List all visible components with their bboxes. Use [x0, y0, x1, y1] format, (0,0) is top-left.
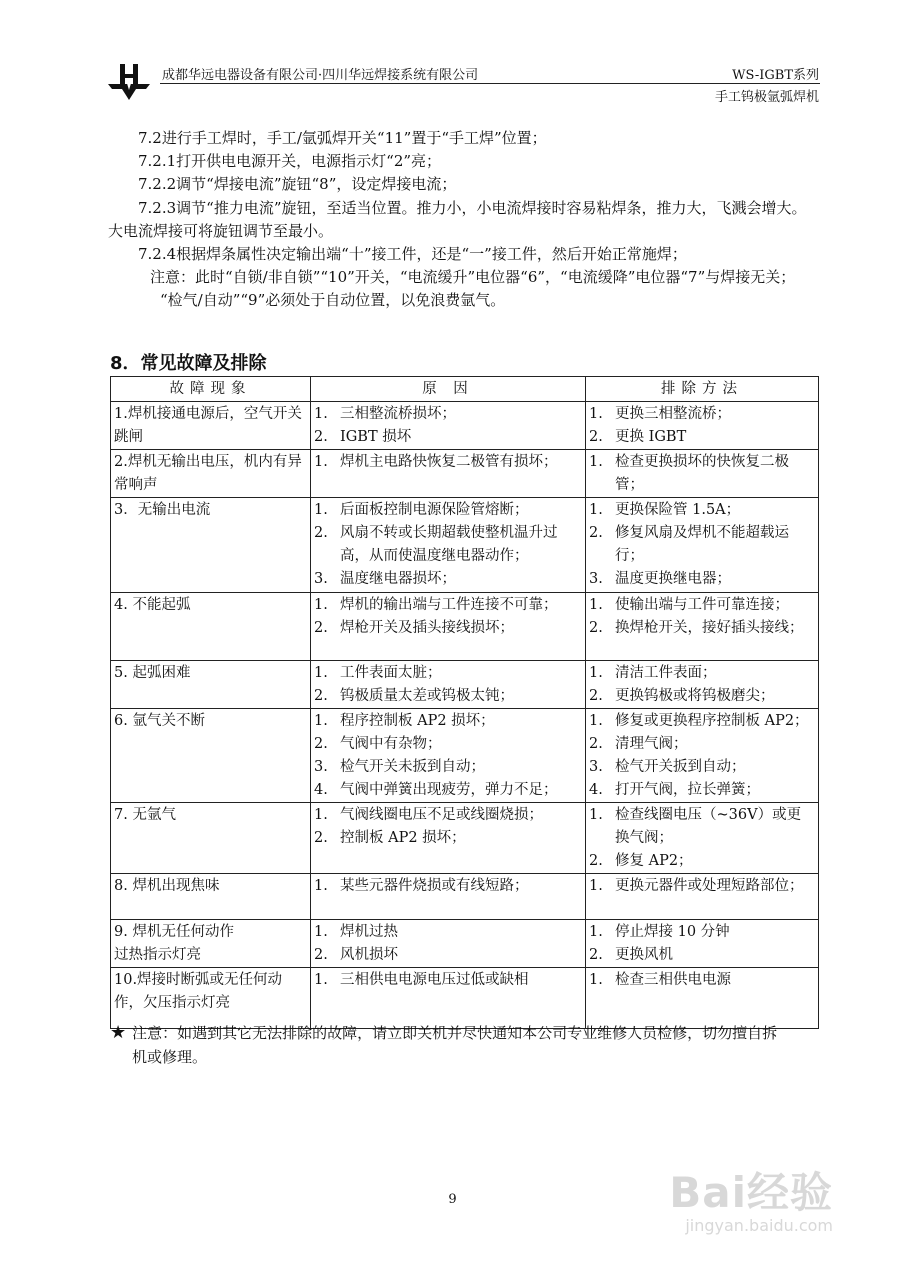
section-title: 8．常见故障及排除 — [110, 353, 267, 374]
cause-cell — [311, 661, 586, 709]
list-item: 1. 焊机的输出端与工件连接不可靠； — [314, 597, 558, 613]
symptom-cell: 7. 无氩气 — [111, 803, 311, 874]
cause-cell — [311, 803, 586, 874]
list-item: 1. 后面板控制电源保险管熔断； — [314, 502, 529, 518]
list-item: 3. 温度更换继电器； — [589, 571, 731, 587]
fix-cell — [586, 874, 819, 920]
list-item: 1. 使输出端与工件可靠连接； — [589, 597, 789, 613]
cause-cell — [311, 450, 586, 498]
list-item: 1. 清洁工件表面； — [589, 665, 717, 681]
header-series: WS-IGBT系列 — [732, 68, 819, 83]
cause-cell — [311, 402, 586, 450]
symptom-cell: 9. 焊机无任何动作 过热指示灯亮 — [111, 920, 311, 968]
troubleshooting-table — [110, 376, 819, 1029]
paragraph: “检气/自动”“9”必须处于自动位置，以免浪费氩气。 — [160, 291, 506, 310]
list-item: 2. 钨极质量太差或钨极太钝； — [314, 688, 514, 704]
fix-cell — [586, 450, 819, 498]
fix-cell — [586, 968, 819, 1029]
list-item: 1. 更换三相整流桥； — [589, 406, 731, 422]
symptom-cell: 10.焊接时断弧或无任何动作，欠压指示灯亮 — [111, 968, 311, 1029]
symptom-cell: 5. 起弧困难 — [111, 661, 311, 709]
column-header: 原 因 — [311, 377, 586, 402]
list-item: 2. 控制板 AP2 损坏； — [314, 830, 466, 846]
fix-cell — [586, 661, 819, 709]
list-item: 2. 气阀中有杂物； — [314, 736, 442, 752]
paragraph: 7.2.2调节“焊接电流”旋钮“8”，设定焊接电流； — [138, 175, 457, 194]
list-item: 1. 工件表面太脏； — [314, 665, 442, 681]
watermark: Bai经验 jingyan.baidu.com — [669, 1168, 833, 1235]
table-row — [111, 661, 819, 709]
list-item: 2. 修复风扇及焊机不能超载运行； — [589, 525, 789, 564]
list-item: 2. 清理气阀； — [589, 736, 688, 752]
paragraph: 7.2.1打开供电电源开关，电源指示灯“2”亮； — [138, 152, 442, 171]
list-item: 2. 更换钨极或将钨极磨尖； — [589, 688, 775, 704]
list-item: 4. 气阀中弹簧出现疲劳，弹力不足； — [314, 782, 558, 798]
cause-cell — [311, 593, 586, 661]
paragraph: 注意：此时“自锁/非自锁”“10”开关，“电流缓升”电位器“6”，“电流缓降”电位器“7”与焊接无关； — [150, 268, 796, 287]
table-row — [111, 920, 819, 968]
fix-cell — [586, 920, 819, 968]
table-row — [111, 709, 819, 803]
paragraph: 7.2进行手工焊时，手工/氩弧焊开关“11”置于“手工焊”位置； — [138, 129, 547, 147]
table-row — [111, 450, 819, 498]
list-item: 1. 修复或更换程序控制板 AP2； — [589, 713, 809, 729]
fix-cell — [586, 709, 819, 803]
cause-cell — [311, 920, 586, 968]
header-company: 成都华远电器设备有限公司·四川华远焊接系统有限公司 — [162, 68, 479, 83]
list-item: 2. 更换 IGBT — [589, 429, 687, 445]
list-item: 3. 温度继电器损坏； — [314, 571, 456, 587]
table-row — [111, 968, 819, 1029]
warning-note: ★ 注意：如遇到其它无法排除的故障，请立即关机并尽快通知本公司专业维修人员检修，切勿擅自拆 机或修理。 — [110, 1022, 778, 1066]
list-item: 1. 检查线圈电压（~36V）或更换气阀； — [589, 807, 802, 846]
table-row — [111, 593, 819, 661]
list-item: 2. 更换风机 — [589, 947, 673, 963]
symptom-cell: 8. 焊机出现焦味 — [111, 874, 311, 920]
fix-cell — [586, 402, 819, 450]
star-icon: ★ — [110, 1022, 127, 1043]
list-item: 1. 更换保险管 1.5A； — [589, 502, 741, 518]
symptom-cell: 4. 不能起弧 — [111, 593, 311, 661]
table-row — [111, 874, 819, 920]
list-item: 3. 检气开关扳到自动； — [589, 759, 746, 775]
fix-cell — [586, 593, 819, 661]
list-item: 1. 焊机主电路快恢复二极管有损坏； — [314, 454, 558, 470]
list-item: 2. IGBT 损坏 — [314, 429, 412, 445]
list-item: 1. 检查更换损坏的快恢复二极管； — [589, 454, 789, 493]
cause-cell — [311, 968, 586, 1029]
list-item: 2. 风机损坏 — [314, 947, 398, 963]
list-item: 1. 程序控制板 AP2 损坏； — [314, 713, 495, 729]
page-number: 9 — [448, 1192, 457, 1207]
list-item: 1. 三相供电电源电压过低或缺相 — [314, 972, 529, 988]
table-row — [111, 498, 819, 593]
list-item: 4. 打开气阀，拉长弹簧； — [589, 782, 760, 798]
list-item: 1. 更换元器件或处理短路部位； — [589, 878, 804, 894]
paragraph: 7.2.4根据焊条属性决定输出端“十”接工件，还是“一”接工件，然后开始正常施焊； — [138, 245, 687, 264]
list-item: 1. 三相整流桥损坏； — [314, 406, 456, 422]
symptom-cell: 1.焊机接通电源后，空气开关跳闸 — [111, 402, 311, 450]
cause-cell — [311, 498, 586, 593]
paragraph: 7.2.3调节“推力电流”旋钮，至适当位置。推力小，小电流焊接时容易粘焊条，推力大，飞溅会增大。大电流焊接可将旋钮调节至最小。 — [108, 198, 807, 240]
symptom-cell: 6. 氩气关不断 — [111, 709, 311, 803]
cause-cell — [311, 709, 586, 803]
header-product: 手工钨极氩弧焊机 — [714, 90, 819, 105]
header-divider — [160, 83, 820, 84]
list-item: 1. 停止焊接 10 分钟 — [589, 924, 730, 940]
company-logo — [106, 62, 152, 102]
symptom-cell: 3．无输出电流 — [111, 498, 311, 593]
list-item: 3. 检气开关未扳到自动； — [314, 759, 485, 775]
table-row — [111, 803, 819, 874]
list-item: 1. 焊机过热 — [314, 924, 398, 940]
fix-cell — [586, 498, 819, 593]
column-header: 排除方法 — [586, 377, 819, 402]
list-item: 2. 风扇不转或长期超载使整机温升过高，从而使温度继电器动作； — [314, 525, 558, 564]
list-item: 1. 检查三相供电电源 — [589, 972, 731, 988]
list-item: 2. 修复 AP2； — [589, 853, 693, 869]
fix-cell — [586, 803, 819, 874]
cause-cell — [311, 874, 586, 920]
list-item: 2. 焊枪开关及插头接线损坏； — [314, 620, 514, 636]
list-item: 2. 换焊枪开关，接好插头接线； — [589, 620, 804, 636]
column-header: 故障现象 — [111, 377, 311, 402]
symptom-cell: 2.焊机无输出电压，机内有异常响声 — [111, 450, 311, 498]
list-item: 1. 某些元器件烧损或有线短路； — [314, 878, 529, 894]
instructions — [108, 127, 820, 313]
table-row — [111, 402, 819, 450]
list-item: 1. 气阀线圈电压不足或线圈烧损； — [314, 807, 543, 823]
